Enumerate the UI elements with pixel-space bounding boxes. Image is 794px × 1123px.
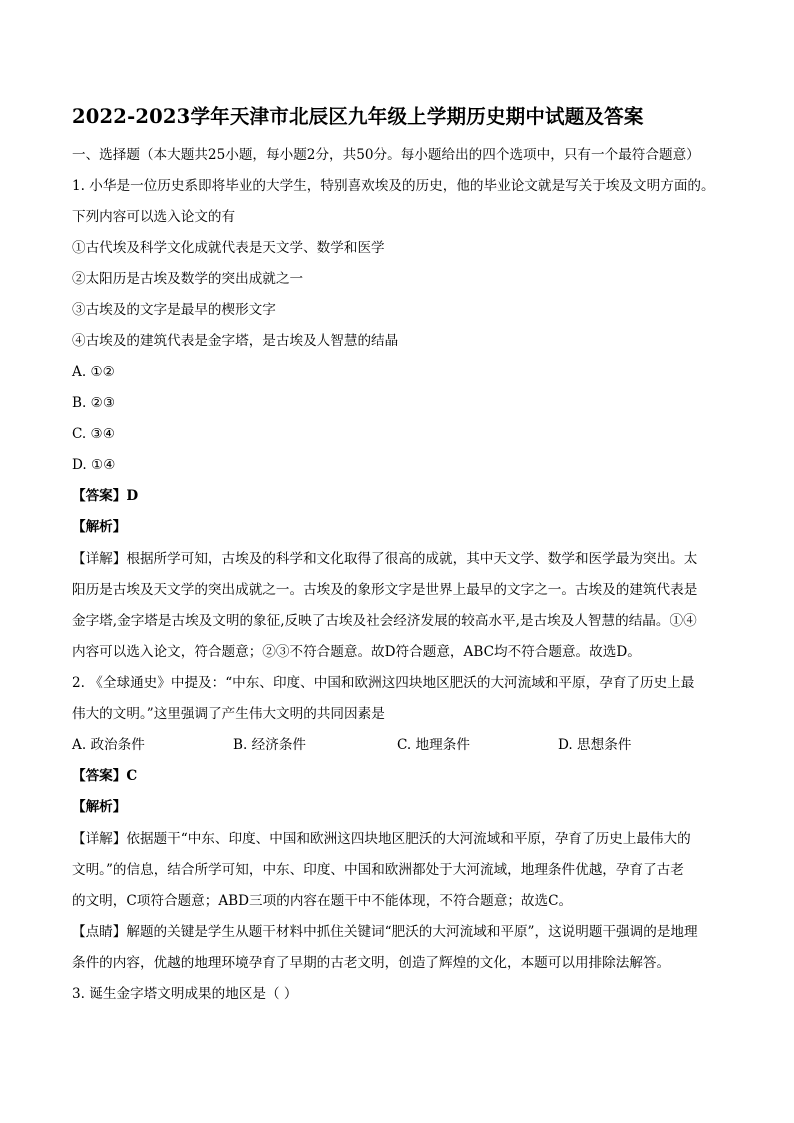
q1-option-d: D. ①④ — [72, 457, 116, 473]
q2-analysis-label: 【解析】 — [72, 799, 127, 815]
q1-option-a: A. ①② — [72, 364, 115, 380]
q1-statement-1: ①古代埃及科学文化成就代表是天文学、数学和医学 — [72, 240, 385, 256]
q1-stem-line1: 1. 小华是一位历史系即将毕业的大学生，特别喜欢埃及的历史，他的毕业论文就是写关于埃及文明方面的。 — [72, 178, 715, 194]
q1-statement-3: ③古埃及的文字是最早的楔形文字 — [72, 302, 276, 318]
q2-comment-line2: 条件的内容，优越的地理环境孕育了早期的古老文明，创造了辉煌的文化，本题可以用排除法解答。 — [72, 955, 671, 971]
q2-detail-line2: 文明。”的信息，结合所学可知，中东、印度、中国和欧洲都处于大河流域，地理条件优越，孕育了古老 — [72, 862, 684, 878]
q2-option-b: B. 经济条件 — [233, 737, 307, 753]
q2-detail-line1: 【详解】依据题干“中东、印度、中国和欧洲这四块地区肥沃的大河流域和平原，孕育了历史上最伟大的 — [72, 831, 691, 847]
q1-detail-line2: 阳历是古埃及天文学的突出成就之一。古埃及的象形文字是世界上最早的文字之一。古埃及的建筑代表是 — [72, 582, 698, 598]
q1-statement-2: ②太阳历是古埃及数学的突出成就之一 — [72, 271, 304, 287]
q2-option-c: C. 地理条件 — [397, 737, 470, 753]
q1-statement-4: ④古埃及的建筑代表是金字塔，是古埃及人智慧的结晶 — [72, 333, 399, 349]
q1-detail-line1: 【详解】根据所学可知，古埃及的科学和文化取得了很高的成就，其中天文学、数学和医学最为突出。太 — [72, 551, 698, 567]
section-heading: 一、选择题（本大题共25小题，每小题2分，共50分。每小题给出的四个选项中，只有一个最符合题意） — [72, 147, 700, 163]
q2-stem-line2: 伟大的文明。”这里强调了产生伟大文明的共同因素是 — [72, 706, 385, 722]
q2-answer: 【答案】C — [72, 768, 138, 784]
q1-option-c: C. ③④ — [72, 426, 115, 442]
q2-stem-line1: 2. 《全球通史》中提及：“中东、印度、中国和欧洲这四块地区肥沃的大河流域和平原，孕育了历史上最 — [72, 675, 695, 691]
q1-detail-line3: 金字塔,金字塔是古埃及文明的象征,反映了古埃及社会经济发展的较高水平,是古埃及人智慧的结晶。①④ — [72, 613, 697, 629]
q1-detail-line4: 内容可以选入论文，符合题意；②③不符合题意。故D符合题意，ABC均不符合题意。故选D。 — [72, 644, 641, 660]
q2-options-row — [72, 735, 736, 755]
q2-comment-line1: 【点睛】解题的关键是学生从题干材料中抓住关键词“肥沃的大河流域和平原”，这说明题干强调的是地理 — [72, 924, 698, 940]
q2-option-a: A. 政治条件 — [72, 737, 145, 753]
q2-option-d: D. 思想条件 — [558, 737, 632, 753]
document-title: 2022-2023学年天津市北辰区九年级上学期历史期中试题及答案 — [72, 105, 644, 128]
q3-stem-line1: 3. 诞生金字塔文明成果的地区是（ ） — [72, 986, 298, 1002]
q2-detail-line3: 的文明，C项符合题意；ABD三项的内容在题干中不能体现，不符合题意；故选C。 — [72, 893, 573, 909]
q1-option-b: B. ②③ — [72, 395, 116, 411]
q1-analysis-label: 【解析】 — [72, 519, 127, 535]
q1-stem-line2: 下列内容可以选入论文的有 — [72, 209, 236, 225]
q1-answer: 【答案】D — [72, 488, 139, 504]
